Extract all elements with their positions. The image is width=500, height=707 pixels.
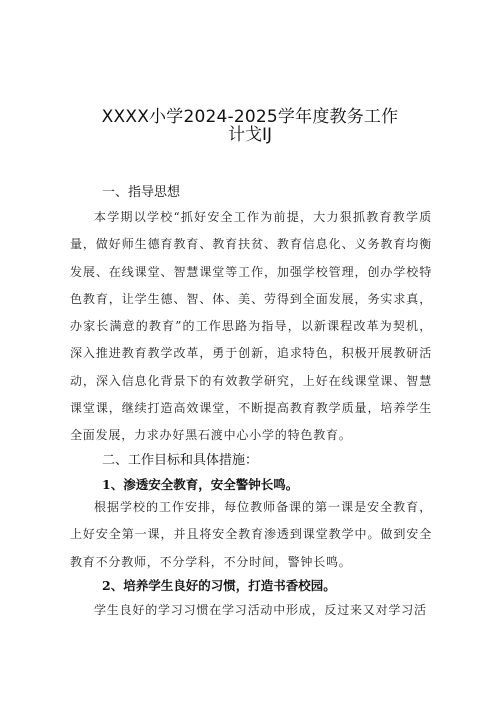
section-heading-guiding-ideology: 一、指导思想 [102,185,181,200]
item-heading-good-habits: 2、培养学生良好的习惯，打造书香校园。 [102,578,336,593]
item-paragraph-safety-education: 根据学校的工作安排，每位教师备课的第一课是安全教育，上好安全第一课，并且将安全教育渗透到课堂教学中。做到安全教育不分教师，不分学科，不分时间，警钟长鸣。 [70,500,432,569]
item-heading-safety-education: 1、渗透安全教育，安全警钟长鸣。 [102,477,299,492]
item-paragraph-good-habits: 学生良好的学习习惯在学习活动中形成，反过来又对学习活 [94,603,427,617]
document-title-continued: 计戈IJ [227,125,273,145]
document-title: XXXX小学2024-2025学年度教务工作 [101,107,399,127]
section-heading-goals-measures: 二、工作目标和具体措施： [102,453,259,468]
section-paragraph-guiding-ideology: 本学期以学校“抓好安全工作为前提，大力狠抓教育教学质量，做好师生德育教育、教育扶贫、教育信息化、义务教育均衡发展、在线课堂、智慧课堂等工作，加强学校管理，创办学校特色教育，让学生德、智、体、美、劳得到全面发展，务实求真，办家长满意的教育”的工作思路为指导，以新课程改革为契机，深入推进教育教学改革，勇于创新，追求特色，积极开展教研活动，深入信息化背景下的有效教学研究，上好在线课堂课、智慧课堂课，继续打造高效课堂，不断提高教育教学质量，培养学生全面发展，力求办好黑石渡中心小学的特色教育。 [70,210,432,443]
